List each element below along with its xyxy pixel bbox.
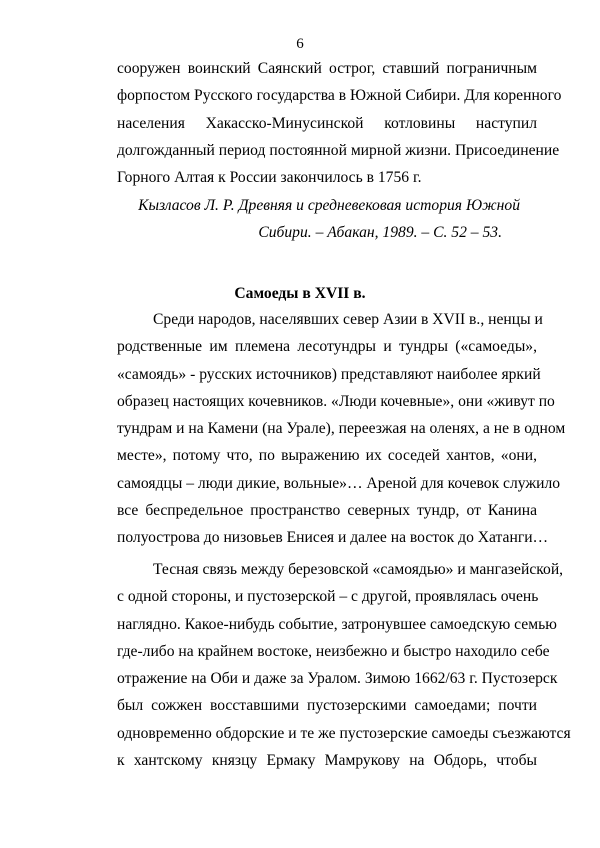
paragraph-2 (117, 556, 571, 774)
text-line: наглядно. Какое-нибудь событие, затронувшее самоедскую семью (117, 615, 557, 633)
page-number: 6 (296, 36, 304, 52)
text-line: форпостом Русского государства в Южной Сибири. Для коренного (117, 87, 562, 105)
citation-line: Сибири. – Абакан, 1989. – С. 52 – 53. (258, 224, 502, 242)
text-line: с одной стороны, и пустозерской – с другой, проявлялась очень (117, 588, 539, 606)
text-line: долгожданный период постоянной мирной жизни. Присоединение (117, 141, 560, 159)
text-line: населения Хакасско-Минусинской котловины наступил (117, 114, 537, 132)
text-line: самоядцы – люди дикие, вольные»… Ареной для кочевок служило (117, 474, 561, 492)
intro-paragraph (117, 55, 562, 191)
text-line: Среди народов, населявших север Азии в XVII в., ненцы и (153, 311, 543, 328)
text-line: все беспредельное пространство северных тундр, от Канина (117, 502, 537, 520)
text-line: месте», потому что, по выражению их соседей хантов, «они, (117, 447, 537, 465)
text-line: где-либо на крайнем востоке, неизбежно и быстро находило себе (117, 642, 550, 660)
text-line: родственные им племена лесотундры и тундры («самоеды», (117, 338, 537, 356)
text-line: тундрам и на Камени (на Урале), переезжая на оленях, а не в одном (117, 420, 566, 438)
text-line: был сожжен восставшими пустозерскими самоедами; почти (117, 697, 537, 715)
text-line: образец настоящих кочевников. «Люди кочевные», они «живут по (117, 392, 555, 410)
text-line: Тесная связь между березовской «самоядью» и мангазейской, (153, 561, 564, 578)
citation-line: Кызласов Л. Р. Древняя и средневековая история Южной (138, 197, 520, 214)
text-line: сооружен воинский Саянский острог, ставший пограничным (117, 60, 537, 77)
paragraph-1 (117, 306, 566, 552)
text-line: полуострова до низовьев Енисея и далее на восток до Хатанги… (117, 529, 549, 547)
text-line: отражение на Оби и даже за Уралом. Зимою 1662/63 г. Пустозерск (117, 670, 558, 688)
text-line: «самоядь» - русских источников) представляют наиболее яркий (117, 365, 541, 383)
citation (40, 192, 520, 247)
text-line: Горного Алтая к России закончилось в 1756 г. (117, 169, 422, 187)
section-heading: Самоеды в XVII в. (234, 285, 366, 302)
text-line: одновременно обдорские и те же пустозерские самоеды съезжаются (117, 724, 571, 742)
text-line: к хантскому князцу Ермаку Мамрукову на Обдорь, чтобы (117, 752, 537, 770)
